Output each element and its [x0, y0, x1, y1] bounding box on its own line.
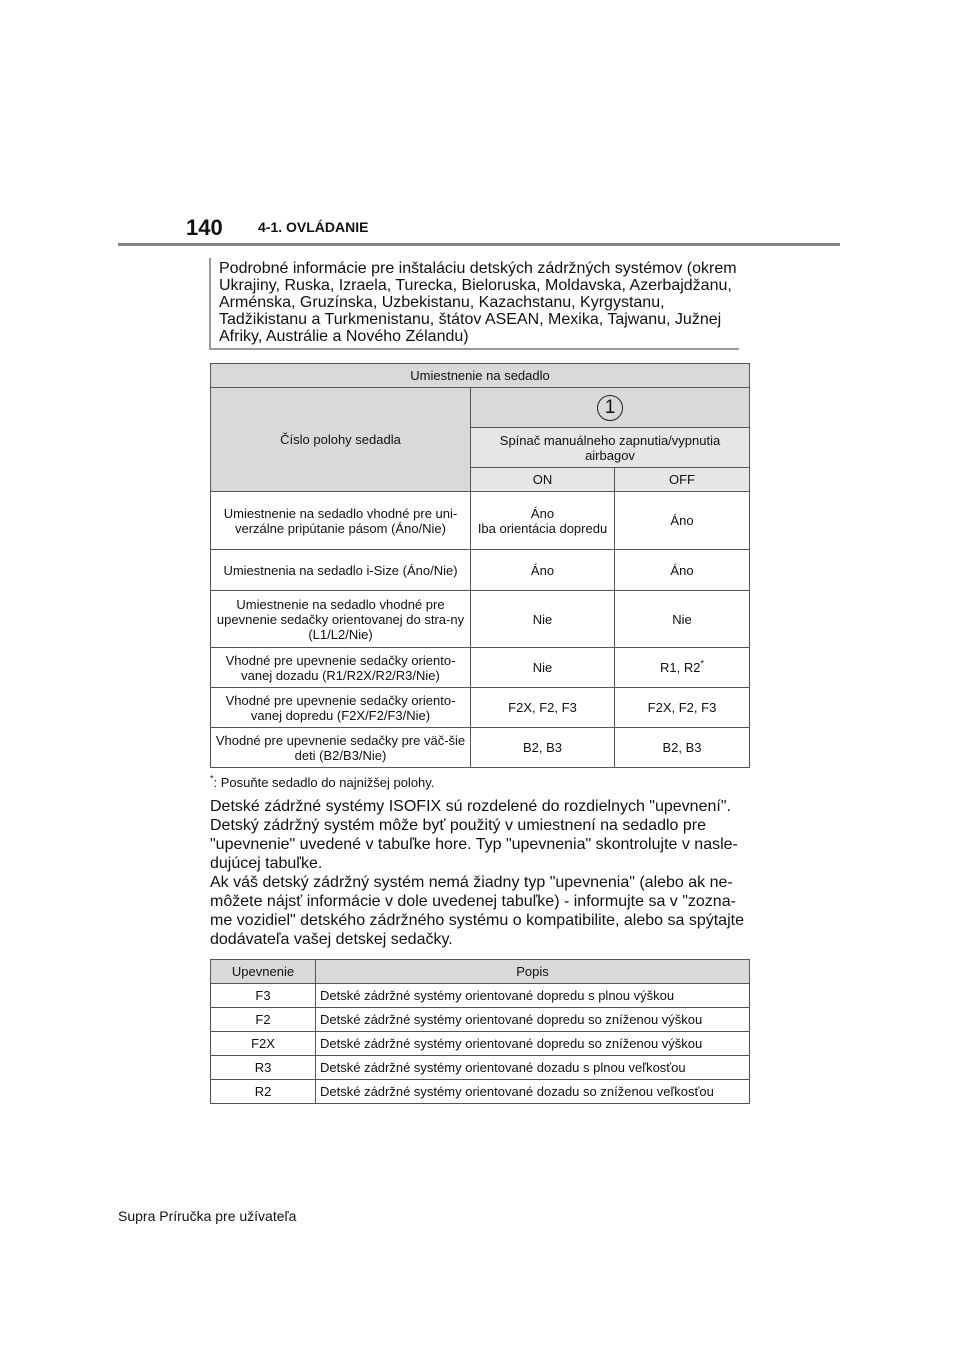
- fixture-description: Detské zádržné systémy orientované dopredu s plnou výškou: [316, 984, 750, 1008]
- fixture-description: Detské zádržné systémy orientované dozadu so zníženou veľkosťou: [316, 1080, 750, 1104]
- footnote-mark: *: [210, 773, 214, 784]
- off-value: Áno: [615, 550, 750, 591]
- body-line: dodávateľa vašej detskej sedačky.: [210, 931, 453, 948]
- fixture-code: R2: [211, 1080, 316, 1104]
- airbag-switch-label: Spínač manuálneho zapnutia/vypnutia airbagov: [471, 428, 750, 468]
- row-label: Vhodné pre upevnenie sedačky oriento-vanej dozadu (R1/R2X/R2/R3/Nie): [211, 648, 471, 688]
- header-rule: [118, 243, 840, 246]
- on-note: Iba orientácia dopredu: [477, 520, 608, 536]
- fixture-code: F2X: [211, 1032, 316, 1056]
- table-row: [211, 1008, 750, 1032]
- on-value: Áno: [471, 550, 615, 591]
- on-header: ON: [471, 468, 615, 492]
- on-value: Nie: [471, 648, 615, 688]
- row-label: Vhodné pre upevnenie sedačky pre väč-šie deti (B2/B3/Nie): [211, 728, 471, 768]
- footnote-mark: *: [700, 658, 704, 669]
- fixture-description: Detské zádržné systémy orientované dozadu s plnou veľkosťou: [316, 1056, 750, 1080]
- row-label: Umiestnenia na sedadlo i-Size (Áno/Nie): [211, 550, 471, 591]
- table-row: [211, 1032, 750, 1056]
- footnote: [210, 775, 434, 790]
- fixture-description: Detské zádržné systémy orientované dopredu so zníženou výškou: [316, 1032, 750, 1056]
- table-row: [211, 492, 750, 550]
- table-row: [211, 688, 750, 728]
- table-row: [211, 1080, 750, 1104]
- row-label: Vhodné pre upevnenie sedačky oriento-vanej dopredu (F2X/F2/F3/Nie): [211, 688, 471, 728]
- on-value: B2, B3: [471, 728, 615, 768]
- intro-box: Podrobné informácie pre inštaláciu detských zádržných systémov (okrem Ukrajiny, Ruska, Izraela, Turecka, Bieloruska, Moldavska, Azerbajdžanu, Arménska, Gruzínska, Uzbekistanu, Kazachstanu, Kyrgystanu, Tadžikistanu a Turkmenistanu, štátov ASEAN, Mexika, Tajwanu, Južnej Afriky, Austrálie a Nového Zélandu): [209, 258, 739, 350]
- table-row: [211, 984, 750, 1008]
- off-value: Nie: [615, 591, 750, 648]
- table-row: [211, 550, 750, 591]
- fixture-header: Upevnenie: [211, 960, 316, 984]
- on-value: F2X, F2, F3: [471, 688, 615, 728]
- description-header: Popis: [316, 960, 750, 984]
- table-row: [211, 648, 750, 688]
- page-number: 140: [186, 215, 223, 240]
- fixture-description: Detské zádržné systémy orientované dopredu so zníženou výškou: [316, 1008, 750, 1032]
- body-line: Detské zádržné systémy ISOFIX sú rozdelené do rozdielnych "upevnení".: [210, 798, 731, 815]
- table-row: [211, 1056, 750, 1080]
- fixture-code: R3: [211, 1056, 316, 1080]
- off-value: R1, R2: [660, 660, 701, 675]
- page-footer: Supra Príručka pre užívateľa: [118, 1208, 297, 1224]
- body-line: Detský zádržný systém môže byť použitý v umiestnení na sedadlo pre: [210, 817, 706, 834]
- body-line: Ak váš detský zádržný systém nemá žiadny typ "upevnenia" (alebo ak ne-: [210, 874, 733, 891]
- off-value: B2, B3: [615, 728, 750, 768]
- off-value: Áno: [615, 492, 750, 550]
- off-value: F2X, F2, F3: [615, 688, 750, 728]
- fixture-code: F2: [211, 1008, 316, 1032]
- row-label: Umiestnenie na sedadlo vhodné pre uni-verzálne pripútanie pásom (Áno/Nie): [211, 492, 471, 550]
- body-line: dujúcej tabuľke.: [210, 855, 323, 872]
- body-line: "upevnenie" uvedené v tabuľke hore. Typ "upevnenia" skontrolujte v nasle-: [210, 836, 738, 853]
- seat-position-table: [210, 363, 750, 768]
- body-line: me vozidiel" detského zádržného systému o kompatibilite, alebo sa spýtajte: [210, 912, 744, 929]
- table-title: Umiestnenie na sedadlo: [211, 364, 750, 388]
- seat-number-label: Číslo polohy sedadla: [211, 388, 471, 492]
- body-paragraph: [210, 797, 750, 949]
- on-value: Nie: [471, 591, 615, 648]
- section-title: 4-1. OVLÁDANIE: [258, 219, 369, 235]
- seat-number-circle: 1: [597, 395, 623, 421]
- off-header: OFF: [615, 468, 750, 492]
- table-row: [211, 728, 750, 768]
- table-row: [211, 591, 750, 648]
- row-label: Umiestnenie na sedadlo vhodné pre upevnenie sedačky orientovanej do stra-ny (L1/L2/Nie): [211, 591, 471, 648]
- fixture-table: [210, 959, 750, 1104]
- on-value: Áno: [530, 505, 555, 521]
- footnote-text: : Posuňte sedadlo do najnižšej polohy.: [213, 775, 435, 790]
- fixture-code: F3: [211, 984, 316, 1008]
- body-line: môžete nájsť informácie v dole uvedenej tabuľke) - informujte sa v "zozna-: [210, 893, 736, 910]
